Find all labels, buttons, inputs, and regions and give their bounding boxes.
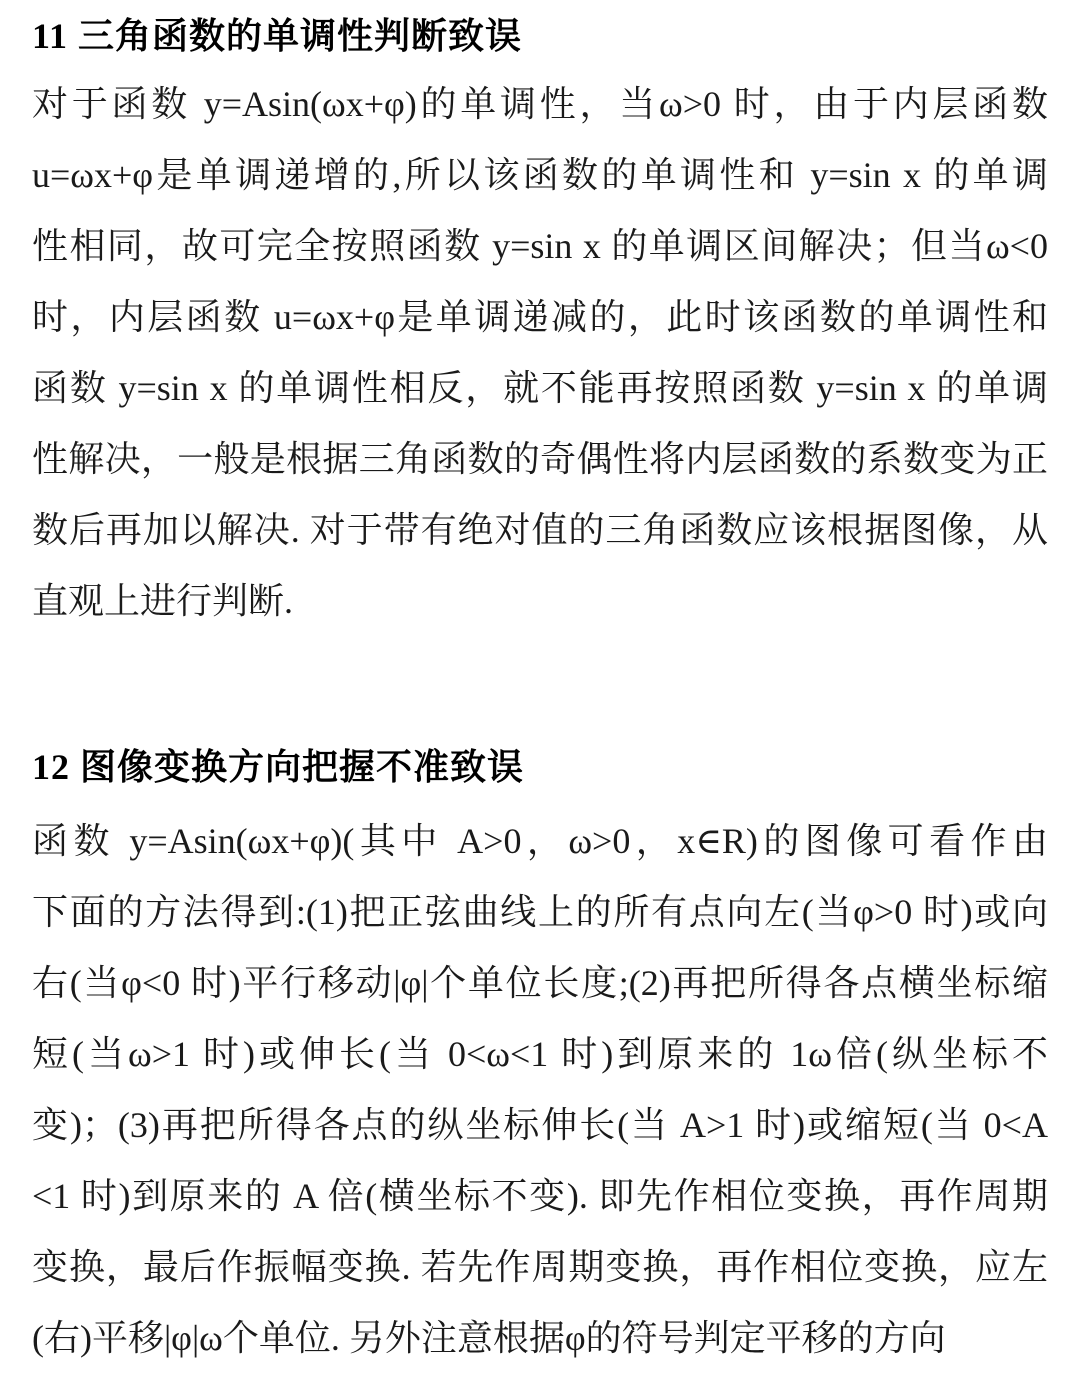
text-line: 性相同，故可完全按照函数 y=sin x 的单调区间解决；但当ω<0 [32, 226, 1048, 266]
text-line: 性解决，一般是根据三角函数的奇偶性将内层函数的系数变为正 [32, 439, 1048, 479]
text-line: 数后再加以解决. 对于带有绝对值的三角函数应该根据图像，从 [32, 510, 1048, 550]
text-line: (右)平移|φ|ω个单位. 另外注意根据φ的符号判定平移的方向 [32, 1318, 946, 1358]
section-12-heading: 12 图像变换方向把握不准致误 [32, 747, 525, 787]
text-line: 下面的方法得到:(1)把正弦曲线上的所有点向左(当φ>0 时)或向 [32, 892, 1048, 932]
section-11-paragraph [32, 69, 1048, 637]
text-line: 短(当ω>1 时)或伸长(当 0<ω<1 时)到原来的 1ω倍(纵坐标不 [32, 1034, 1048, 1074]
section-12 [32, 745, 1048, 1374]
text-line: 直观上进行判断. [32, 581, 294, 621]
text-line: 时，内层函数 u=ωx+φ是单调递减的，此时该函数的单调性和 [32, 297, 1048, 337]
text-line: 函数 y=sin x 的单调性相反，就不能再按照函数 y=sin x 的单调 [32, 368, 1048, 408]
section-12-paragraph [32, 806, 1048, 1374]
text-line: 对于函数 y=Asin(ωx+φ)的单调性，当ω>0 时，由于内层函数 [32, 84, 1048, 124]
text-line: 变)；(3)再把所得各点的纵坐标伸长(当 A>1 时)或缩短(当 0<A [32, 1105, 1048, 1145]
text-line: u=ωx+φ是单调递增的,所以该函数的单调性和 y=sin x 的单调 [32, 155, 1048, 195]
text-line: 函数 y=Asin(ωx+φ)(其中 A>0，ω>0，x∈R)的图像可看作由 [32, 821, 1048, 861]
text-line: 变换，最后作振幅变换. 若先作周期变换，再作相位变换，应左 [32, 1247, 1048, 1287]
text-line: <1 时)到原来的 A 倍(横坐标不变). 即先作相位变换，再作周期 [32, 1176, 1048, 1216]
section-11-heading: 11 三角函数的单调性判断致误 [32, 16, 523, 56]
section-11 [32, 14, 1048, 637]
text-line: 右(当φ<0 时)平行移动|φ|个单位长度;(2)再把所得各点横坐标缩 [32, 963, 1048, 1003]
